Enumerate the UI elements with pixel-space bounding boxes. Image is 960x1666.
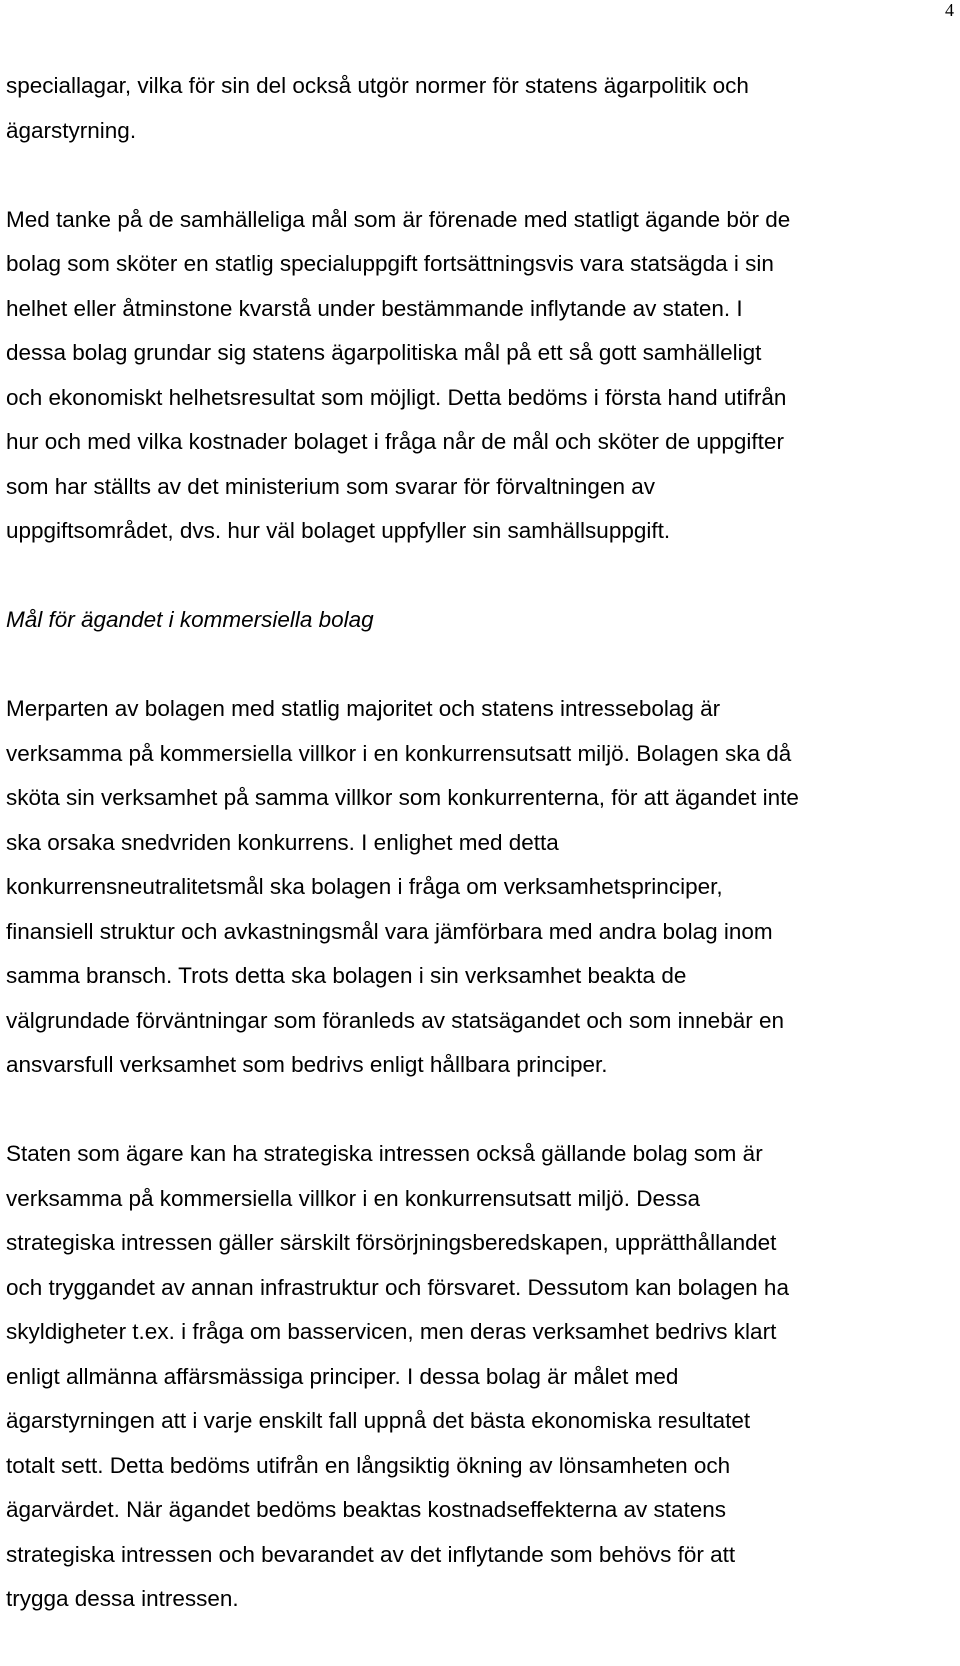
text-line: enligt allmänna affärsmässiga principer. I dessa bolag är målet med: [6, 1363, 679, 1389]
text-line: som har ställts av det ministerium som svarar för förvaltningen av: [6, 473, 655, 499]
text-line: Staten som ägare kan ha strategiska intressen också gällande bolag som är: [6, 1141, 763, 1166]
paragraph-3: [6, 687, 954, 1088]
text-line: Med tanke på de samhälleliga mål som är förenade med statligt ägande bör de: [6, 206, 791, 232]
paragraph-2: [6, 198, 954, 554]
text-line: verksamma på kommersiella villkor i en konkurrensutsatt miljö. Dessa: [6, 1185, 700, 1211]
text-line: helhet eller åtminstone kvarstå under bestämmande inflytande av staten. I: [6, 295, 743, 321]
text-line: speciallagar, vilka för sin del också utgör normer för statens ägarpolitik och: [6, 73, 749, 98]
text-line: uppgiftsområdet, dvs. hur väl bolaget uppfyller sin samhällsuppgift.: [6, 518, 671, 543]
text-line: finansiell struktur och avkastningsmål vara jämförbara med andra bolag inom: [6, 918, 773, 944]
page-number: 4: [945, 0, 954, 20]
text-line: ägarvärdet. När ägandet bedöms beaktas kostnadseffekterna av statens: [6, 1497, 727, 1522]
text-line: ansvarsfull verksamhet som bedrivs enligt hållbara principer.: [6, 1052, 608, 1077]
text-line: bolag som sköter en statlig specialuppgift fortsättningsvis vara statsägda i sin: [6, 251, 774, 276]
text-line: ska orsaka snedvriden konkurrens. I enlighet med detta: [6, 829, 559, 855]
text-line: välgrundade förväntningar som föranleds av statsägandet och som innebär en: [6, 1007, 784, 1033]
text-line: trygga dessa intressen.: [6, 1586, 239, 1611]
text-line: Merparten av bolagen med statlig majoritet och statens intressebolag är: [6, 696, 721, 721]
text-line: konkurrensneutralitetsmål ska bolagen i fråga om verksamhetsprinciper,: [6, 874, 723, 899]
paragraph-1: [6, 64, 954, 153]
section-heading: Mål för ägandet i kommersiella bolag: [6, 607, 374, 632]
text-line: samma bransch. Trots detta ska bolagen i sin verksamhet beakta de: [6, 963, 687, 988]
text-line: dessa bolag grundar sig statens ägarpolitiska mål på ett så gott samhälleligt: [6, 340, 762, 365]
text-line: och ekonomiskt helhetsresultat som möjligt. Detta bedöms i första hand utifrån: [6, 384, 787, 410]
text-line: ägarstyrning.: [6, 117, 137, 143]
text-line: verksamma på kommersiella villkor i en konkurrensutsatt miljö. Bolagen ska då: [6, 740, 792, 766]
document-body: [6, 64, 954, 1666]
text-line: och tryggandet av annan infrastruktur och försvaret. Dessutom kan bolagen ha: [6, 1274, 789, 1300]
text-line: ägarstyrningen att i varje enskilt fall uppnå det bästa ekonomiska resultatet: [6, 1408, 751, 1433]
paragraph-4: [6, 1132, 954, 1622]
text-line: strategiska intressen och bevarandet av det inflytande som behövs för att: [6, 1541, 736, 1567]
text-line: skyldigheter t.ex. i fråga om basservicen, men deras verksamhet bedrivs klart: [6, 1319, 777, 1344]
text-line: strategiska intressen gäller särskilt försörjningsberedskapen, upprätthållandet: [6, 1230, 777, 1255]
text-line: hur och med vilka kostnader bolaget i fråga når de mål och sköter de uppgifter: [6, 429, 784, 454]
text-line: sköta sin verksamhet på samma villkor som konkurrenterna, för att ägandet inte: [6, 785, 799, 810]
text-line: totalt sett. Detta bedöms utifrån en långsiktig ökning av lönsamheten och: [6, 1452, 731, 1478]
